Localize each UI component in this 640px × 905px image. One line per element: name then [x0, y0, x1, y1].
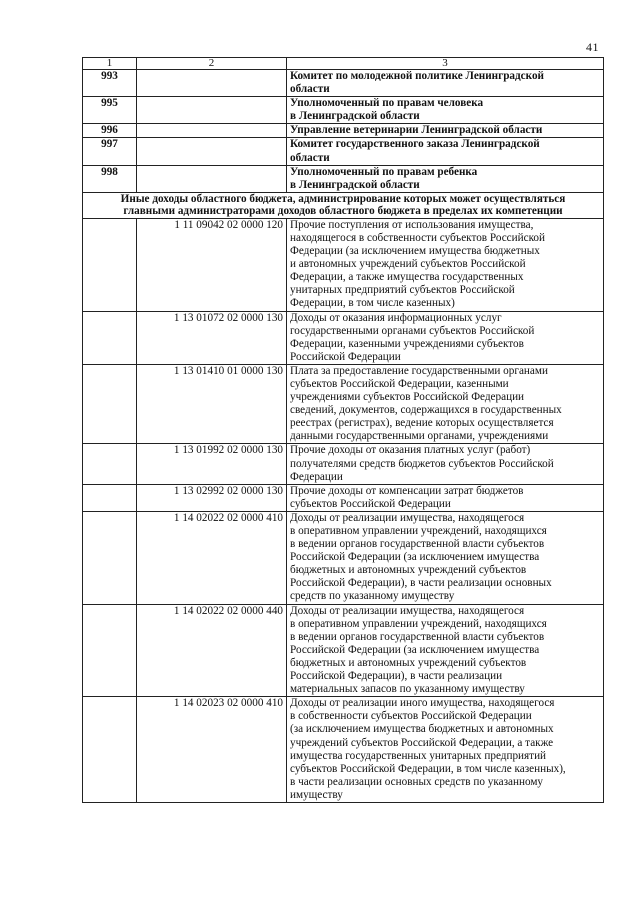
- budget-classification-code: 1 11 09042 02 0000 120: [137, 218, 287, 311]
- table-row: [83, 484, 604, 511]
- admin-code: [83, 604, 137, 697]
- income-name: Плата за предоставление государственными органами субъектов Российской Федерации, казенными учреждениями субъектов Российской Федерации сведений, документов, содержащихся в государственных реестрах (регистрах), ведение которых осуществляется данными государственными органами, учреждениями: [287, 364, 604, 444]
- admin-code: 995: [83, 97, 137, 124]
- income-name: Доходы от реализации имущества, находящегося в оперативном управлении учреждений, находящихся в ведении органов государственной власти субъектов Российской Федерации (за исключением имущества бюджетных и автономных учреждений субъектов Российской Федерации), в части реализации материальных запасов по указанному имуществу: [287, 604, 604, 697]
- table-row: [83, 138, 604, 165]
- table-row: [83, 311, 604, 364]
- table-row: [83, 218, 604, 311]
- section-heading: Иные доходы областного бюджета, администрирование которых может осуществляться главными администраторами доходов областного бюджета в пределах их компетенции: [83, 192, 604, 218]
- table-row: [83, 97, 604, 124]
- budget-classification-code: 1 13 01072 02 0000 130: [137, 311, 287, 364]
- column-header-1: 1: [83, 58, 137, 70]
- budget-classification-code: [137, 124, 287, 138]
- income-name: Доходы от оказания информационных услуг государственными органами субъектов Российской Федерации, казенными учреждениями субъектов Российской Федерации: [287, 311, 604, 364]
- table-row: [83, 70, 604, 97]
- budget-classification-code: 1 13 02992 02 0000 130: [137, 484, 287, 511]
- admin-code: [83, 511, 137, 604]
- budget-classification-code: [137, 97, 287, 124]
- budget-classification-code: 1 13 01992 02 0000 130: [137, 444, 287, 484]
- income-name: Прочие доходы от компенсации затрат бюджетов субъектов Российской Федерации: [287, 484, 604, 511]
- table-row: [83, 444, 604, 484]
- section-heading-row: [83, 192, 604, 218]
- admin-code: 998: [83, 165, 137, 192]
- budget-classification-code: 1 14 02022 02 0000 440: [137, 604, 287, 697]
- income-name: Прочие доходы от оказания платных услуг (работ) получателями средств бюджетов субъектов Российской Федерации: [287, 444, 604, 484]
- admin-code: [83, 484, 137, 511]
- budget-classification-code: 1 14 02022 02 0000 410: [137, 511, 287, 604]
- income-name: Прочие поступления от использования имущества, находящегося в собственности субъектов Российской Федерации (за исключением имущества бюджетных и автономных учреждений субъектов Российской Федерации, а также имущества государственных унитарных предприятий субъектов Российской Федерации, в том числе казенных): [287, 218, 604, 311]
- admin-code: [83, 218, 137, 311]
- table-row: [83, 604, 604, 697]
- income-name: Доходы от реализации иного имущества, находящегося в собственности субъектов Российской Федерации (за исключением имущества бюджетных и автономных учреждений субъектов Российской Федерации, а также имущества государственных унитарных предприятий субъектов Российской Федерации, в том числе казенных), в части реализации основных средств по указанному имуществу: [287, 697, 604, 803]
- budget-classification-code: [137, 165, 287, 192]
- column-header-3: 3: [287, 58, 604, 70]
- income-name: Доходы от реализации имущества, находящегося в оперативном управлении учреждений, находящихся в ведении органов государственной власти субъектов Российской Федерации (за исключением имущества бюджетных и автономных учреждений субъектов Российской Федерации), в части реализации основных средств по указанному имуществу: [287, 511, 604, 604]
- budget-classification-code: [137, 138, 287, 165]
- admin-code: [83, 311, 137, 364]
- column-header-2: 2: [137, 58, 287, 70]
- budget-classification-code: 1 14 02023 02 0000 410: [137, 697, 287, 803]
- table-row: [83, 697, 604, 803]
- admin-code: 996: [83, 124, 137, 138]
- admin-code: 993: [83, 70, 137, 97]
- table-row: [83, 511, 604, 604]
- administrator-name: Комитет по молодежной политике Ленинградской области: [287, 70, 604, 97]
- administrator-name: Уполномоченный по правам человека в Ленинградской области: [287, 97, 604, 124]
- administrator-name: Управление ветеринарии Ленинградской области: [287, 124, 604, 138]
- admin-code: 997: [83, 138, 137, 165]
- admin-code: [83, 697, 137, 803]
- table-row: [83, 124, 604, 138]
- table-header-row: [83, 58, 604, 70]
- table-row: [83, 364, 604, 444]
- administrator-name: Уполномоченный по правам ребенка в Ленинградской области: [287, 165, 604, 192]
- page-number: 41: [586, 40, 599, 54]
- admin-code: [83, 444, 137, 484]
- budget-classification-code: 1 13 01410 01 0000 130: [137, 364, 287, 444]
- administrator-name: Комитет государственного заказа Ленинградской области: [287, 138, 604, 165]
- revenue-administrators-table: [82, 57, 604, 803]
- admin-code: [83, 364, 137, 444]
- table-row: [83, 165, 604, 192]
- budget-classification-code: [137, 70, 287, 97]
